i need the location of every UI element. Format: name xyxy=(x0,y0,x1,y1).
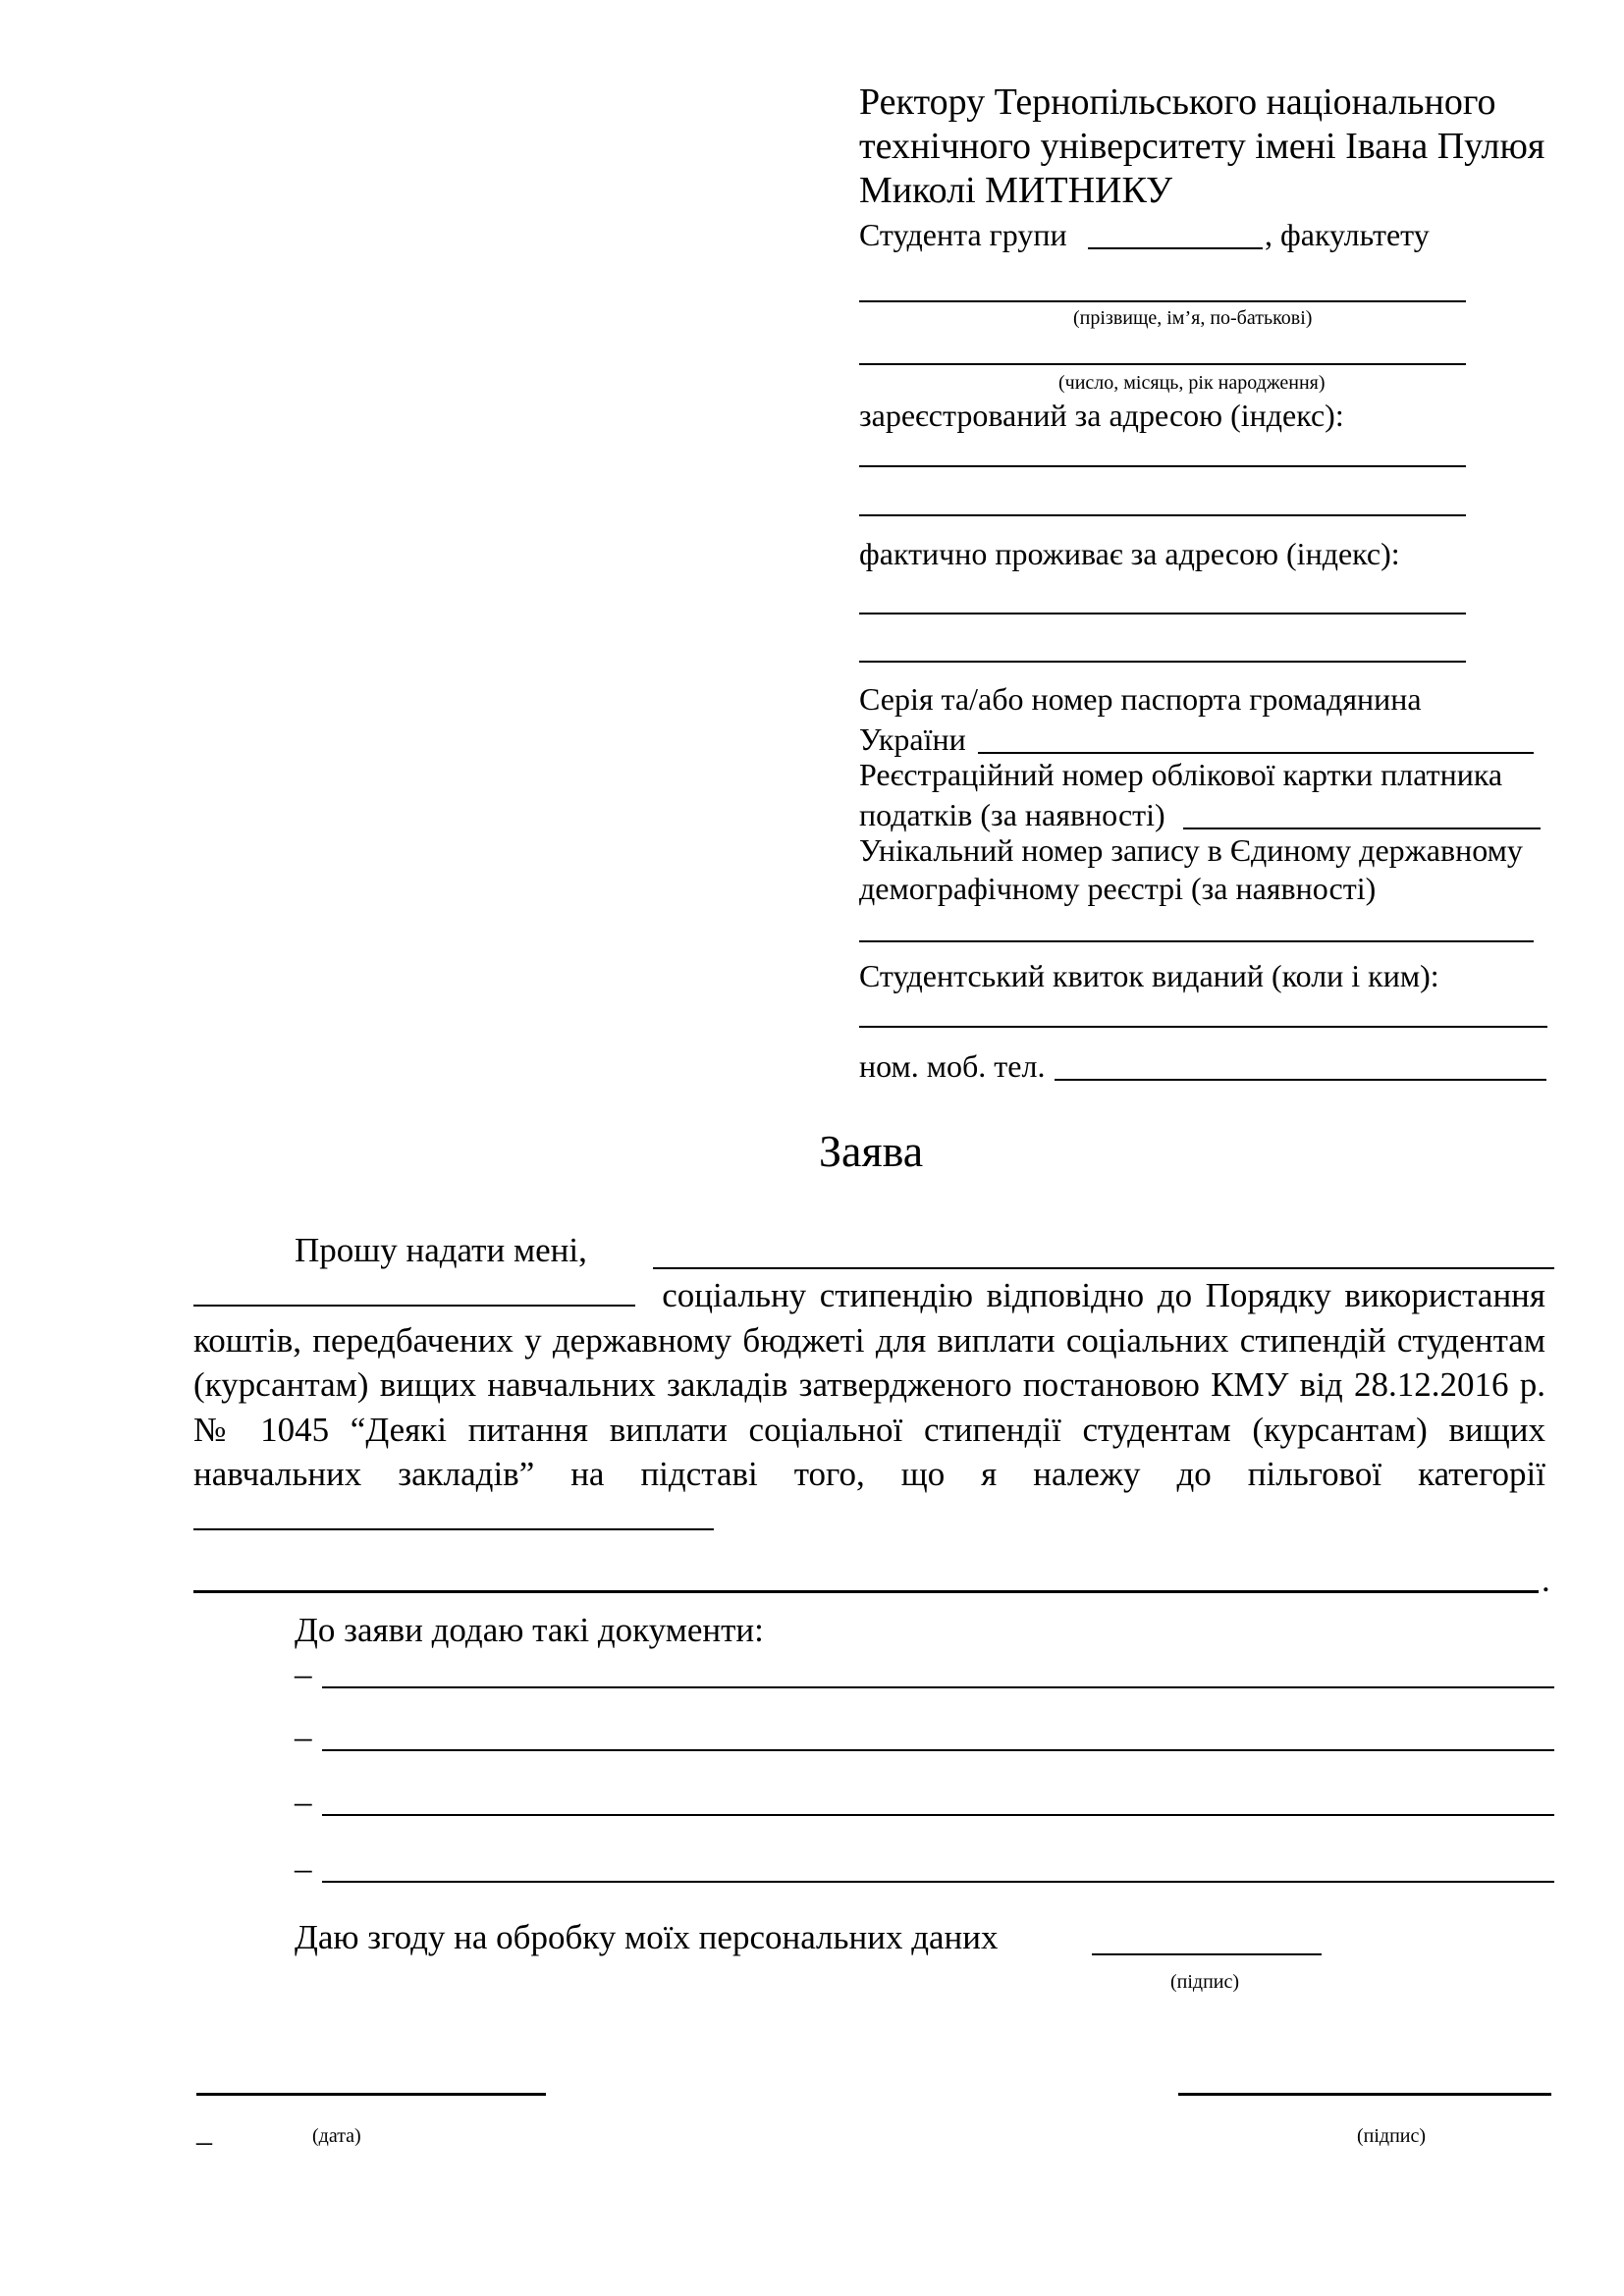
date-dash-mark: _ xyxy=(196,2112,212,2148)
actual-address-field-1[interactable] xyxy=(859,613,1466,614)
consent-signature-hint: (підпис) xyxy=(1170,1971,1240,1993)
registered-address-field-1[interactable] xyxy=(859,465,1466,467)
consent-signature-field[interactable] xyxy=(1092,1953,1322,1955)
full-name-hint: (прізвище, ім’я, по-батькові) xyxy=(1073,307,1313,329)
category-field-1[interactable] xyxy=(193,1527,714,1530)
tax-number-label-1: Реєстраційний номер облікової картки платника xyxy=(859,757,1503,792)
phone-field[interactable] xyxy=(1055,1079,1546,1081)
full-name-field[interactable] xyxy=(859,300,1466,302)
tax-number-field[interactable] xyxy=(1183,828,1541,829)
request-paragraph xyxy=(193,1273,1545,1541)
birth-date-field[interactable] xyxy=(859,363,1466,365)
document-field-2[interactable] xyxy=(322,1749,1554,1751)
date-field[interactable] xyxy=(196,2093,546,2096)
faculty-label: , факультету xyxy=(1265,217,1430,252)
consent-text: Даю згоду на обробку моїх персональних даних xyxy=(295,1918,999,1956)
group-field[interactable] xyxy=(1088,247,1263,249)
recipient-line-3: Миколі МИТНИКУ xyxy=(859,170,1172,211)
document-dash-2: – xyxy=(295,1718,312,1756)
documents-label: До заяви додаю такі документи: xyxy=(295,1611,764,1649)
category-period: . xyxy=(1542,1561,1550,1599)
registered-address-label: зареєстрований за адресою (індекс): xyxy=(859,398,1344,433)
actual-address-label: фактично проживає за адресою (індекс): xyxy=(859,536,1400,571)
final-signature-field[interactable] xyxy=(1178,2093,1551,2096)
unique-number-label-1: Унікальний номер запису в Єдиному державному xyxy=(859,832,1523,868)
registered-address-field-2[interactable] xyxy=(859,514,1466,516)
unique-number-field[interactable] xyxy=(859,940,1534,942)
document-dash-3: – xyxy=(295,1783,312,1821)
document-dash-1: – xyxy=(295,1655,312,1693)
phone-label: ном. моб. тел. xyxy=(859,1048,1046,1084)
unique-number-label-2: демографічному реєстрі (за наявності) xyxy=(859,871,1377,906)
passport-label-2: України xyxy=(859,721,966,757)
date-hint: (дата) xyxy=(312,2125,361,2147)
passport-field[interactable] xyxy=(978,752,1534,754)
document-field-3[interactable] xyxy=(322,1814,1554,1816)
document-field-1[interactable] xyxy=(322,1686,1554,1688)
recipient-line-2: технічного університету імені Івана Пулюя xyxy=(859,126,1545,167)
group-label: Студента групи xyxy=(859,217,1067,252)
tax-number-label-2: податків (за наявності) xyxy=(859,797,1165,832)
request-field-2[interactable] xyxy=(193,1304,635,1307)
document-title: Заява xyxy=(819,1126,924,1176)
student-card-field[interactable] xyxy=(859,1026,1547,1028)
request-start: Прошу надати мені, xyxy=(295,1231,587,1269)
passport-label-1: Серія та/або номер паспорта громадянина xyxy=(859,681,1422,717)
category-field-2[interactable] xyxy=(193,1590,1539,1593)
document-field-4[interactable] xyxy=(322,1881,1554,1883)
actual-address-field-2[interactable] xyxy=(859,661,1466,663)
request-field-1[interactable] xyxy=(653,1267,1554,1269)
recipient-line-1: Ректору Тернопільського національного xyxy=(859,81,1496,123)
document-dash-4: – xyxy=(295,1849,312,1888)
student-card-label: Студентський квиток виданий (коли і ким): xyxy=(859,958,1439,993)
final-signature-hint: (підпис) xyxy=(1357,2125,1427,2147)
request-paragraph-text: соціальну стипендію відповідно до Порядку використання коштів, передбачених у державному бюджеті для виплати соціальних стипендій студентам (курсантам) вищих навчальних закладів затвердженого постановою КМУ від 28.12.2016 р. № 1045 “Деякі питання виплати соціальної стипендії студентам (курсантам) вищих навчальних закладів” на підставі того, що я належу до пільгової категорії xyxy=(193,1276,1545,1493)
birth-date-hint: (число, місяць, рік народження) xyxy=(1058,372,1326,394)
